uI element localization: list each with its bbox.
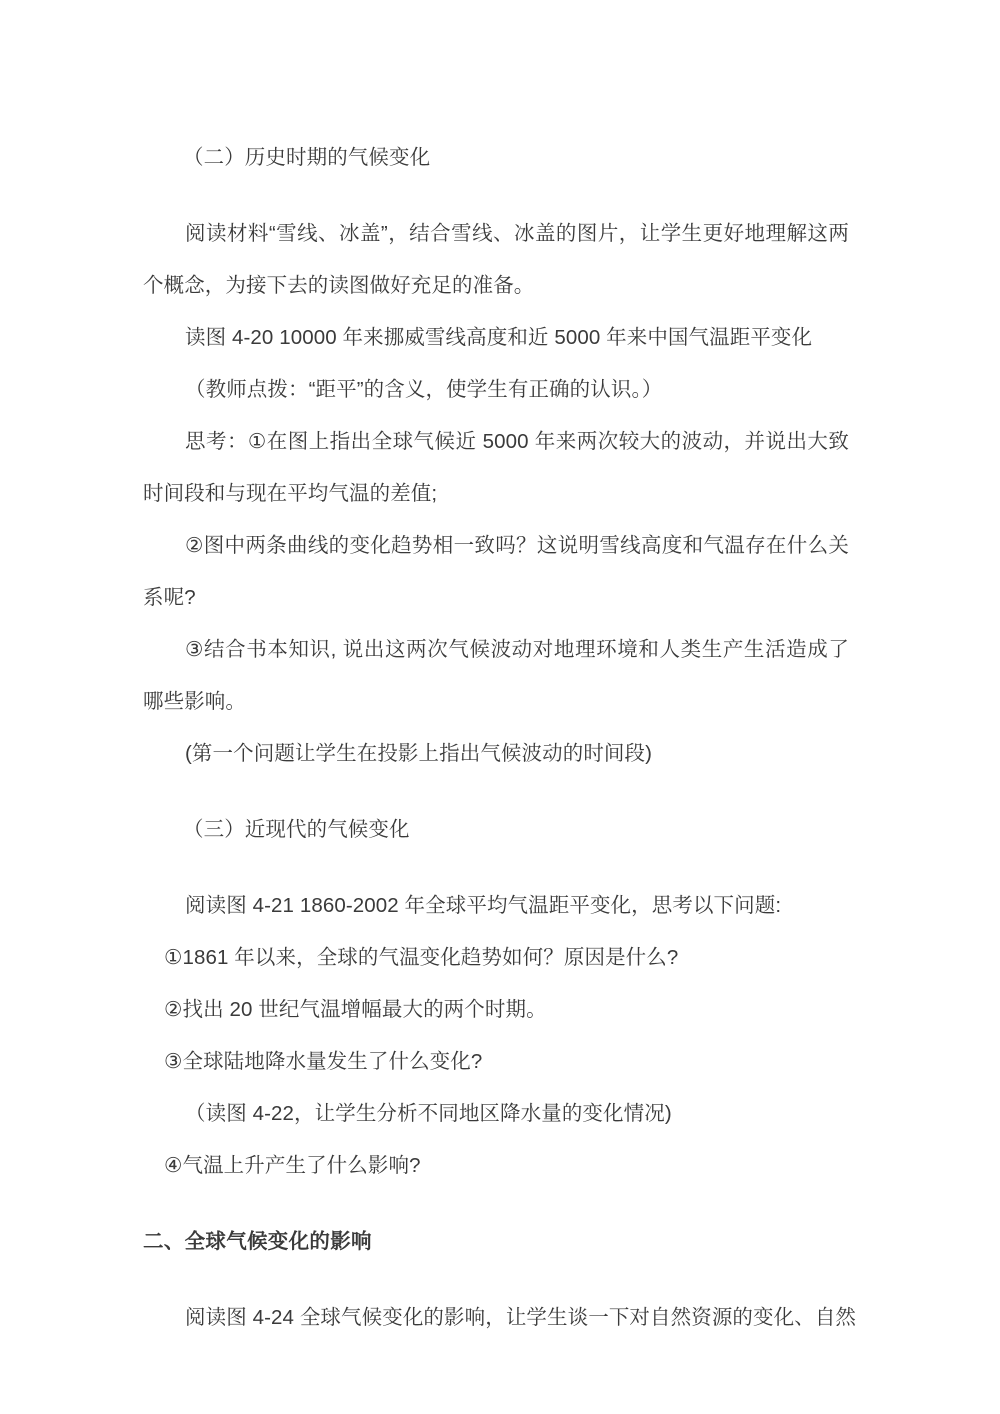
paragraph-reading-material: 阅读材料“雪线、冰盖”，结合雪线、冰盖的图片，让学生更好地理解这两个概念，为接下去的读图做好充足的准备。 xyxy=(143,222,849,297)
paragraph-figure-4-22-note: （读图 4-22，让学生分析不同地区降水量的变化情况) xyxy=(185,1102,672,1125)
paragraph-question-2: ②找出 20 世纪气温增幅最大的两个时期。 xyxy=(164,998,547,1021)
spacer xyxy=(143,856,849,880)
paragraph-teacher-note: （教师点拨：“距平”的含义，使学生有正确的认识。） xyxy=(185,378,663,401)
heading-main-two: 二、全球气候变化的影响 xyxy=(143,1230,372,1253)
spacer xyxy=(143,780,849,804)
paragraph-figure-4-20: 读图 4-20 10000 年来挪威雪线高度和近 5000 年来中国气温距平变化 xyxy=(185,326,813,349)
paragraph-question-3: ③全球陆地降水量发生了什么变化? xyxy=(164,1050,483,1073)
paragraph-think-2: ②图中两条曲线的变化趋势相一致吗？这说明雪线高度和气温存在什么关系呢? xyxy=(143,534,849,609)
paragraph-question-4: ④气温上升产生了什么影响? xyxy=(164,1154,421,1177)
document-body xyxy=(143,132,857,1344)
paragraph-question-1: ①1861 年以来，全球的气温变化趋势如何？原因是什么? xyxy=(164,946,679,969)
spacer xyxy=(143,1192,849,1216)
paragraph-think-1: 思考：①在图上指出全球气候近 5000 年来两次较大的波动，并说出大致时间段和与现在平均气温的差值; xyxy=(143,430,849,505)
paragraph-figure-4-21: 阅读图 4-21 1860-2002 年全球平均气温距平变化，思考以下问题: xyxy=(185,894,782,917)
spacer xyxy=(143,184,849,208)
heading-section-two: （二）历史时期的气候变化 xyxy=(183,146,431,169)
paragraph-figure-4-24: 阅读图 4-24 全球气候变化的影响，让学生谈一下对自然资源的变化、自然 xyxy=(185,1306,857,1329)
spacer xyxy=(143,1268,849,1292)
paragraph-projection-note: (第一个问题让学生在投影上指出气候波动的时间段) xyxy=(185,742,653,765)
paragraph-think-3: ③结合书本知识, 说出这两次气候波动对地理环境和人类生产生活造成了哪些影响。 xyxy=(143,638,849,713)
heading-section-three: （三）近现代的气候变化 xyxy=(183,818,410,841)
